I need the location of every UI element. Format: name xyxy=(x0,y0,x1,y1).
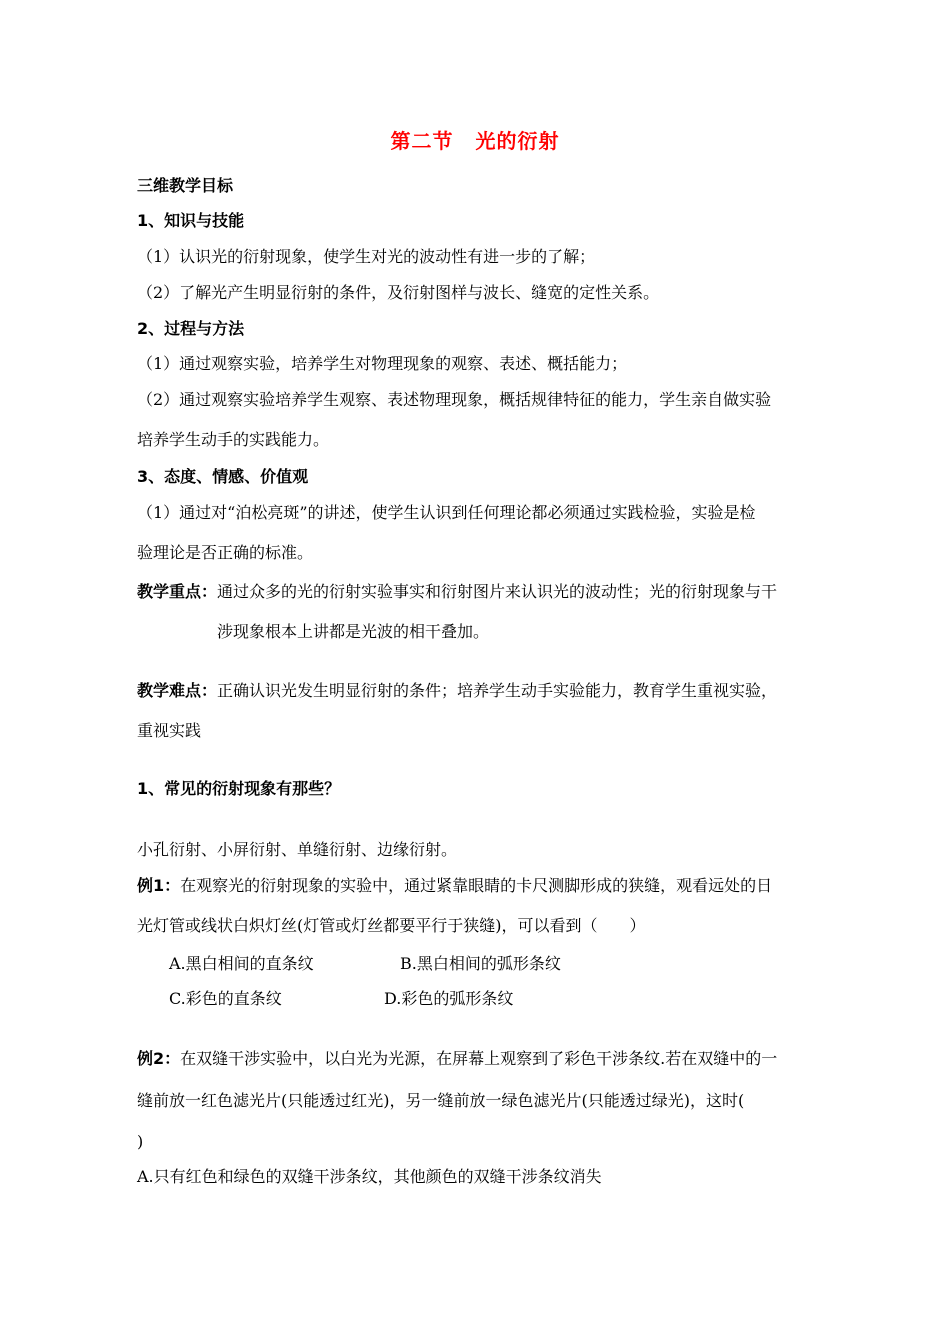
example-1-option-a: A.黑白相间的直条纹 xyxy=(169,954,314,973)
example-1-line-2: 光灯管或线状白炽灯丝(灯管或灯丝都要平行于狭缝)，可以看到（ ） xyxy=(137,916,646,935)
example-2-label: 例2： xyxy=(137,1049,181,1068)
section-title: 光的衍射 xyxy=(475,129,560,153)
process-item-1: （1）通过观察实验，培养学生对物理现象的观察、表述、概括能力； xyxy=(137,354,628,373)
difficulties-line-1 xyxy=(137,681,777,701)
key-points-text: 通过众多的光的衍射实验事实和衍射图片来认识光的波动性；光的衍射现象与干 xyxy=(217,582,778,601)
attitude-heading: 3、态度、情感、价值观 xyxy=(137,467,309,486)
question-1-heading: 1、常见的衍射现象有那些？ xyxy=(137,779,341,798)
example-2-line-1 xyxy=(137,1049,777,1069)
example-2-option-a: A.只有红色和绿色的双缝干涉条纹，其他颜色的双缝干涉条纹消失 xyxy=(137,1167,602,1186)
knowledge-heading: 1、知识与技能 xyxy=(137,211,245,230)
difficulties-text: 正确认识光发生明显衍射的条件；培养学生动手实验能力，教育学生重视实验， xyxy=(217,681,778,700)
difficulties-line-2: 重视实践 xyxy=(137,721,202,740)
page-title xyxy=(0,125,950,154)
example-2-line-2: 缝前放一红色滤光片(只能透过红光)，另一缝前放一绿色滤光片(只能透过绿光)，这时( xyxy=(137,1091,745,1110)
example-1-option-c: C.彩色的直条纹 xyxy=(169,989,282,1008)
key-points-line-2: 涉现象根本上讲都是光波的相干叠加。 xyxy=(217,622,490,641)
example-2-text: 在双缝干涉实验中，以白光为光源，在屏幕上观察到了彩色干涉条纹.若在双缝中的一 xyxy=(180,1049,778,1068)
question-1-answer: 小孔衍射、小屏衍射、单缝衍射、边缘衍射。 xyxy=(137,840,458,859)
attitude-item-1-line-2: 验理论是否正确的标准。 xyxy=(137,543,314,562)
key-points-label: 教学重点： xyxy=(137,582,218,601)
example-1-text: 在观察光的衍射现象的实验中，通过紧靠眼睛的卡尺测脚形成的狭缝，观看远处的日 xyxy=(180,876,773,895)
objectives-heading: 三维教学目标 xyxy=(137,176,234,195)
example-1-line-1 xyxy=(137,876,772,896)
example-1-label: 例1： xyxy=(137,876,181,895)
example-1-option-b: B.黑白相间的弧形条纹 xyxy=(400,954,561,973)
attitude-item-1-line-1: （1）通过对“泊松亮斑”的讲述，使学生认识到任何理论都必须通过实践检验，实验是检 xyxy=(137,503,756,522)
difficulties-label: 教学难点： xyxy=(137,681,218,700)
knowledge-item-1: （1）认识光的衍射现象，使学生对光的波动性有进一步的了解； xyxy=(137,247,596,266)
knowledge-item-2: （2）了解光产生明显衍射的条件，及衍射图样与波长、缝宽的定性关系。 xyxy=(137,283,660,302)
process-item-2-line-2: 培养学生动手的实践能力。 xyxy=(137,430,330,449)
example-1-option-d: D.彩色的弧形条纹 xyxy=(384,989,514,1008)
example-2-line-3: ) xyxy=(137,1132,144,1151)
process-item-2-line-1: （2）通过观察实验培养学生观察、表述物理现象，概括规律特征的能力，学生亲自做实验 xyxy=(137,390,772,409)
section-number: 第二节 xyxy=(390,129,454,153)
process-heading: 2、过程与方法 xyxy=(137,319,245,338)
key-points-line-1 xyxy=(137,582,777,602)
